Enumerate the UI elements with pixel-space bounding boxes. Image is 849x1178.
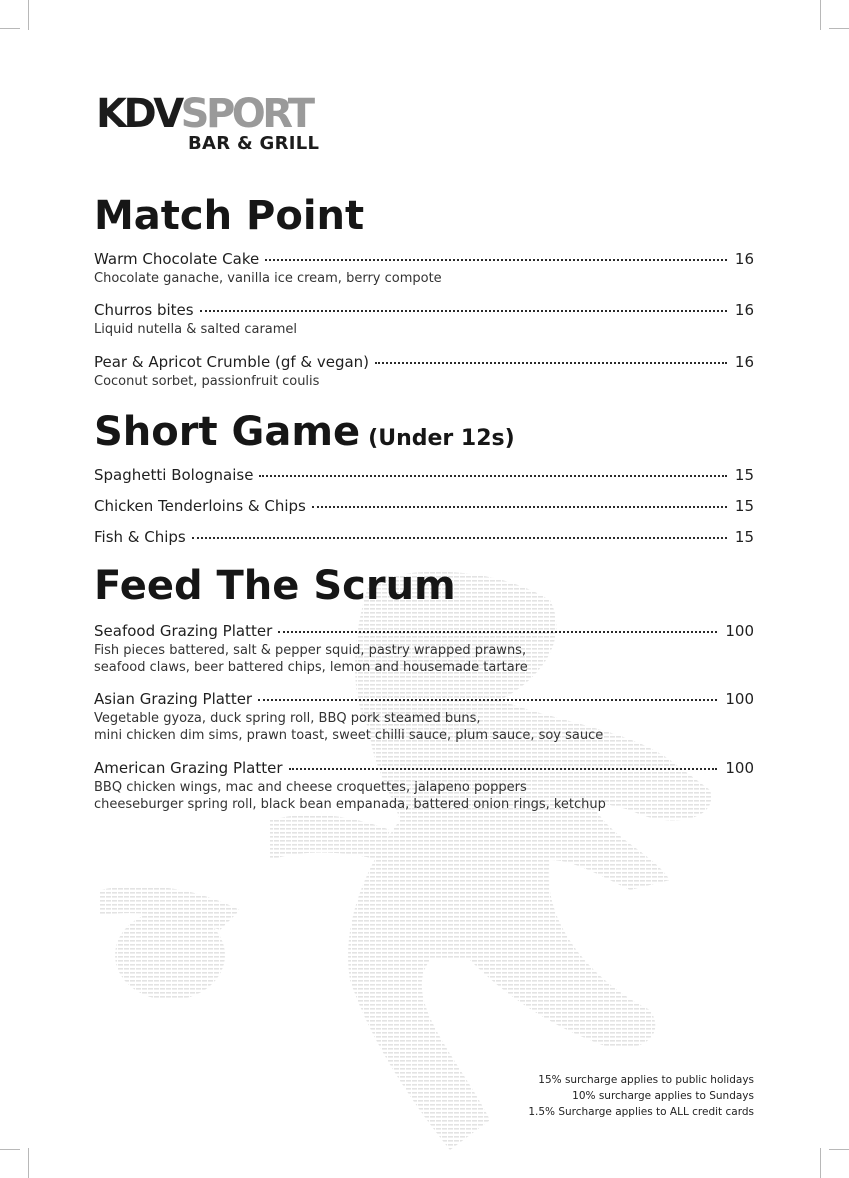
brand-logo xyxy=(96,91,336,155)
dot-leader xyxy=(278,631,717,633)
item-description: seafood claws, beer battered chips, lemon and housemade tartare xyxy=(94,660,528,675)
section-title: Match Point xyxy=(94,193,365,239)
crop-mark xyxy=(820,1148,821,1178)
dot-leader xyxy=(375,362,727,364)
logo-kdv: KDV xyxy=(96,91,181,137)
dot-leader xyxy=(200,310,727,312)
item-description: Coconut sorbet, passionfruit coulis xyxy=(94,374,320,389)
item-name: Asian Grazing Platter xyxy=(94,690,253,708)
surcharge-note: 15% surcharge applies to public holidays xyxy=(538,1074,754,1086)
surcharge-note: 1.5% Surcharge applies to ALL credit cards xyxy=(528,1106,754,1118)
item-name: Spaghetti Bolognaise xyxy=(94,466,254,484)
item-price: 16 xyxy=(734,301,754,319)
logo-subtitle: BAR & GRILL xyxy=(188,133,320,154)
item-description: cheeseburger spring roll, black bean empanada, battered onion rings, ketchup xyxy=(94,797,606,812)
item-name: American Grazing Platter xyxy=(94,759,283,777)
crop-mark xyxy=(0,1149,20,1150)
item-name: Fish & Chips xyxy=(94,528,186,546)
dot-leader xyxy=(265,259,727,261)
menu-item xyxy=(94,689,754,744)
section-subtitle: (Under 12s) xyxy=(368,426,515,451)
logo-sport: SPORT xyxy=(180,91,312,137)
crop-mark xyxy=(28,1148,29,1178)
menu-item xyxy=(94,527,754,547)
dot-leader xyxy=(259,475,726,477)
item-name: Pear & Apricot Crumble (gf & vegan) xyxy=(94,353,370,371)
item-price: 15 xyxy=(734,497,754,515)
menu-item xyxy=(94,465,754,485)
menu-item xyxy=(94,300,754,338)
crop-mark xyxy=(829,1149,849,1150)
item-description: Fish pieces battered, salt & pepper squid, pastry wrapped prawns, xyxy=(94,643,527,658)
item-name: Warm Chocolate Cake xyxy=(94,250,260,268)
logo-wordmark xyxy=(96,91,336,137)
item-price: 15 xyxy=(734,466,754,484)
item-description: Chocolate ganache, vanilla ice cream, berry compote xyxy=(94,271,442,286)
item-name: Churros bites xyxy=(94,301,194,319)
section-title: Feed The Scrum xyxy=(94,563,456,609)
section-title xyxy=(94,410,515,461)
menu-item xyxy=(94,758,754,813)
menu-item xyxy=(94,496,754,516)
dot-leader xyxy=(192,537,727,539)
item-description: Liquid nutella & salted caramel xyxy=(94,322,298,337)
section-title-text: Short Game xyxy=(94,409,361,455)
item-price: 16 xyxy=(734,250,754,268)
menu-item xyxy=(94,249,754,287)
crop-mark xyxy=(829,28,849,29)
item-description: Vegetable gyoza, duck spring roll, BBQ pork steamed buns, xyxy=(94,711,481,726)
item-name: Seafood Grazing Platter xyxy=(94,622,273,640)
crop-mark xyxy=(820,0,821,30)
dot-leader xyxy=(258,699,717,701)
dot-leader xyxy=(312,506,727,508)
surcharge-notes xyxy=(528,1072,754,1120)
crop-mark xyxy=(0,28,20,29)
item-name: Chicken Tenderloins & Chips xyxy=(94,497,306,515)
item-price: 100 xyxy=(725,759,754,777)
item-description: mini chicken dim sims, prawn toast, sweet chilli sauce, plum sauce, soy sauce xyxy=(94,728,604,743)
surcharge-note: 10% surcharge applies to Sundays xyxy=(572,1090,754,1102)
item-description: BBQ chicken wings, mac and cheese croquettes, jalapeno poppers xyxy=(94,780,527,795)
menu-item xyxy=(94,352,754,390)
item-price: 15 xyxy=(734,528,754,546)
menu-item xyxy=(94,621,754,676)
crop-mark xyxy=(28,0,29,30)
item-price: 100 xyxy=(725,690,754,708)
item-price: 100 xyxy=(725,622,754,640)
item-price: 16 xyxy=(734,353,754,371)
dot-leader xyxy=(289,768,718,770)
